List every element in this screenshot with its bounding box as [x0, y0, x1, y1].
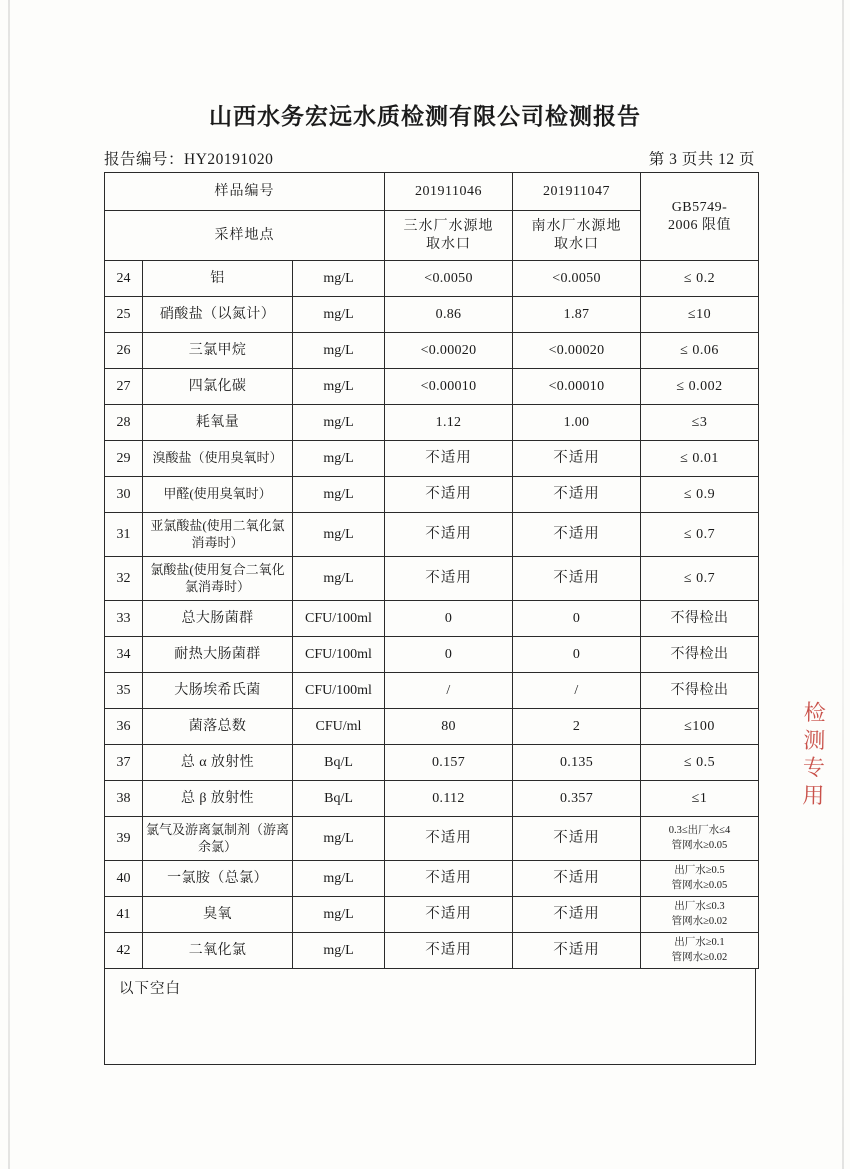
row-index: 29 — [105, 441, 143, 477]
row-index: 31 — [105, 513, 143, 557]
row-value-sample-2: 不适用 — [513, 897, 641, 933]
table-row — [105, 297, 759, 333]
row-limit: ≤ 0.01 — [641, 441, 759, 477]
row-index: 25 — [105, 297, 143, 333]
header-limit-label: GB5749- 2006 限值 — [641, 173, 759, 261]
results-table-body — [105, 173, 759, 969]
row-item-name: 耗氧量 — [143, 405, 293, 441]
table-row — [105, 333, 759, 369]
row-item-name: 一氯胺（总氯） — [143, 861, 293, 897]
table-row — [105, 861, 759, 897]
table-row — [105, 745, 759, 781]
row-index: 35 — [105, 673, 143, 709]
row-value-sample-1: 不适用 — [385, 557, 513, 601]
row-limit: ≤ 0.06 — [641, 333, 759, 369]
row-value-sample-2: <0.0050 — [513, 261, 641, 297]
row-limit: ≤ 0.2 — [641, 261, 759, 297]
row-item-name: 总大肠菌群 — [143, 601, 293, 637]
row-index: 39 — [105, 817, 143, 861]
header-site-label: 采样地点 — [105, 211, 385, 261]
row-limit: ≤ 0.7 — [641, 513, 759, 557]
row-limit: ≤ 0.002 — [641, 369, 759, 405]
row-item-name: 四氯化碳 — [143, 369, 293, 405]
row-limit: ≤ 0.5 — [641, 745, 759, 781]
row-value-sample-1: 80 — [385, 709, 513, 745]
scan-edge-left — [8, 0, 10, 1169]
row-index: 42 — [105, 933, 143, 969]
page-title: 山西水务宏远水质检测有限公司检测报告 — [209, 104, 641, 130]
row-unit: CFU/100ml — [293, 673, 385, 709]
row-index: 24 — [105, 261, 143, 297]
row-unit: mg/L — [293, 513, 385, 557]
row-limit: ≤3 — [641, 405, 759, 441]
row-value-sample-1: 不适用 — [385, 513, 513, 557]
table-row — [105, 637, 759, 673]
row-value-sample-2: 不适用 — [513, 513, 641, 557]
row-value-sample-1: 不适用 — [385, 817, 513, 861]
header-sample-1: 201911046 — [385, 173, 513, 211]
row-item-name: 甲醛(使用臭氧时） — [143, 477, 293, 513]
row-value-sample-1: 0.157 — [385, 745, 513, 781]
row-unit: mg/L — [293, 897, 385, 933]
header-sample-label: 样品编号 — [105, 173, 385, 211]
row-unit: CFU/100ml — [293, 601, 385, 637]
table-row — [105, 369, 759, 405]
row-limit: 不得检出 — [641, 601, 759, 637]
row-value-sample-1: <0.0050 — [385, 261, 513, 297]
table-row — [105, 897, 759, 933]
row-unit: mg/L — [293, 861, 385, 897]
row-value-sample-1: 0 — [385, 637, 513, 673]
blank-area-note: 以下空白 — [119, 981, 181, 997]
row-index: 41 — [105, 897, 143, 933]
row-limit: 出厂水≤0.3 管网水≥0.02 — [641, 897, 759, 933]
row-limit: ≤ 0.7 — [641, 557, 759, 601]
row-unit: Bq/L — [293, 781, 385, 817]
row-unit: mg/L — [293, 441, 385, 477]
page-number: 第 3 页共 12 页 — [648, 151, 755, 168]
row-unit: CFU/100ml — [293, 637, 385, 673]
row-value-sample-1: 不适用 — [385, 933, 513, 969]
row-value-sample-1: / — [385, 673, 513, 709]
row-item-name: 大肠埃希氏菌 — [143, 673, 293, 709]
table-row — [105, 477, 759, 513]
table-row — [105, 933, 759, 969]
row-value-sample-2: 0 — [513, 601, 641, 637]
row-value-sample-2: 不适用 — [513, 477, 641, 513]
row-limit: 出厂水≥0.1 管网水≥0.02 — [641, 933, 759, 969]
row-limit: 不得检出 — [641, 673, 759, 709]
table-row — [105, 513, 759, 557]
table-row — [105, 781, 759, 817]
row-unit: mg/L — [293, 297, 385, 333]
row-index: 28 — [105, 405, 143, 441]
row-item-name: 溴酸盐（使用臭氧时） — [143, 441, 293, 477]
row-limit: ≤10 — [641, 297, 759, 333]
row-item-name: 氯酸盐(使用复合二氧化氯消毒时） — [143, 557, 293, 601]
row-item-name: 菌落总数 — [143, 709, 293, 745]
row-index: 36 — [105, 709, 143, 745]
row-value-sample-2: 不适用 — [513, 861, 641, 897]
table-row — [105, 441, 759, 477]
row-index: 38 — [105, 781, 143, 817]
results-table — [104, 172, 759, 969]
row-limit: ≤100 — [641, 709, 759, 745]
row-index: 40 — [105, 861, 143, 897]
row-value-sample-2: 0 — [513, 637, 641, 673]
row-value-sample-1: 0 — [385, 601, 513, 637]
row-value-sample-1: 不适用 — [385, 441, 513, 477]
row-index: 33 — [105, 601, 143, 637]
row-unit: CFU/ml — [293, 709, 385, 745]
row-item-name: 耐热大肠菌群 — [143, 637, 293, 673]
table-row — [105, 557, 759, 601]
row-value-sample-2: 2 — [513, 709, 641, 745]
row-value-sample-1: 不适用 — [385, 861, 513, 897]
row-value-sample-2: <0.00010 — [513, 369, 641, 405]
table-row — [105, 261, 759, 297]
row-value-sample-1: 1.12 — [385, 405, 513, 441]
header-site-1: 三水厂水源地 取水口 — [385, 211, 513, 261]
row-item-name: 三氯甲烷 — [143, 333, 293, 369]
row-value-sample-1: 不适用 — [385, 897, 513, 933]
row-index: 27 — [105, 369, 143, 405]
row-index: 37 — [105, 745, 143, 781]
row-value-sample-2: <0.00020 — [513, 333, 641, 369]
row-value-sample-2: 不适用 — [513, 557, 641, 601]
row-value-sample-1: <0.00010 — [385, 369, 513, 405]
row-index: 26 — [105, 333, 143, 369]
table-row — [105, 817, 759, 861]
row-value-sample-1: 不适用 — [385, 477, 513, 513]
row-unit: mg/L — [293, 369, 385, 405]
row-limit: 0.3≤出厂水≤4 管网水≥0.05 — [641, 817, 759, 861]
row-index: 30 — [105, 477, 143, 513]
row-unit: mg/L — [293, 557, 385, 601]
row-limit: ≤ 0.9 — [641, 477, 759, 513]
row-unit: mg/L — [293, 261, 385, 297]
row-unit: mg/L — [293, 933, 385, 969]
row-item-name: 臭氧 — [143, 897, 293, 933]
red-seal-stamp: 检 测 专 用 — [802, 700, 827, 809]
row-index: 34 — [105, 637, 143, 673]
row-value-sample-2: 1.00 — [513, 405, 641, 441]
row-unit: mg/L — [293, 817, 385, 861]
row-value-sample-2: 不适用 — [513, 817, 641, 861]
row-item-name: 硝酸盐（以氮计） — [143, 297, 293, 333]
table-row — [105, 709, 759, 745]
row-item-name: 总 α 放射性 — [143, 745, 293, 781]
row-item-name: 氯气及游离氯制剂（游离余氯） — [143, 817, 293, 861]
row-unit: mg/L — [293, 405, 385, 441]
scan-edge-right — [842, 0, 844, 1169]
row-item-name: 亚氯酸盐(使用二氧化氯消毒时） — [143, 513, 293, 557]
row-value-sample-2: 不适用 — [513, 933, 641, 969]
row-index: 32 — [105, 557, 143, 601]
row-item-name: 二氧化氯 — [143, 933, 293, 969]
row-unit: Bq/L — [293, 745, 385, 781]
header-site-2: 南水厂水源地 取水口 — [513, 211, 641, 261]
row-value-sample-2: / — [513, 673, 641, 709]
table-header-sample-row — [105, 173, 759, 211]
row-value-sample-2: 不适用 — [513, 441, 641, 477]
row-unit: mg/L — [293, 477, 385, 513]
row-value-sample-1: 0.86 — [385, 297, 513, 333]
row-value-sample-1: <0.00020 — [385, 333, 513, 369]
row-limit: ≤1 — [641, 781, 759, 817]
table-row — [105, 601, 759, 637]
row-limit: 不得检出 — [641, 637, 759, 673]
row-limit: 出厂水≥0.5 管网水≥0.05 — [641, 861, 759, 897]
row-value-sample-1: 0.112 — [385, 781, 513, 817]
row-value-sample-2: 0.357 — [513, 781, 641, 817]
row-item-name: 铝 — [143, 261, 293, 297]
table-row — [105, 673, 759, 709]
table-row — [105, 405, 759, 441]
row-item-name: 总 β 放射性 — [143, 781, 293, 817]
header-sample-2: 201911047 — [513, 173, 641, 211]
row-value-sample-2: 0.135 — [513, 745, 641, 781]
report-number: 报告编号：HY20191020 — [104, 151, 274, 168]
blank-area-box — [104, 969, 756, 1065]
row-value-sample-2: 1.87 — [513, 297, 641, 333]
row-unit: mg/L — [293, 333, 385, 369]
